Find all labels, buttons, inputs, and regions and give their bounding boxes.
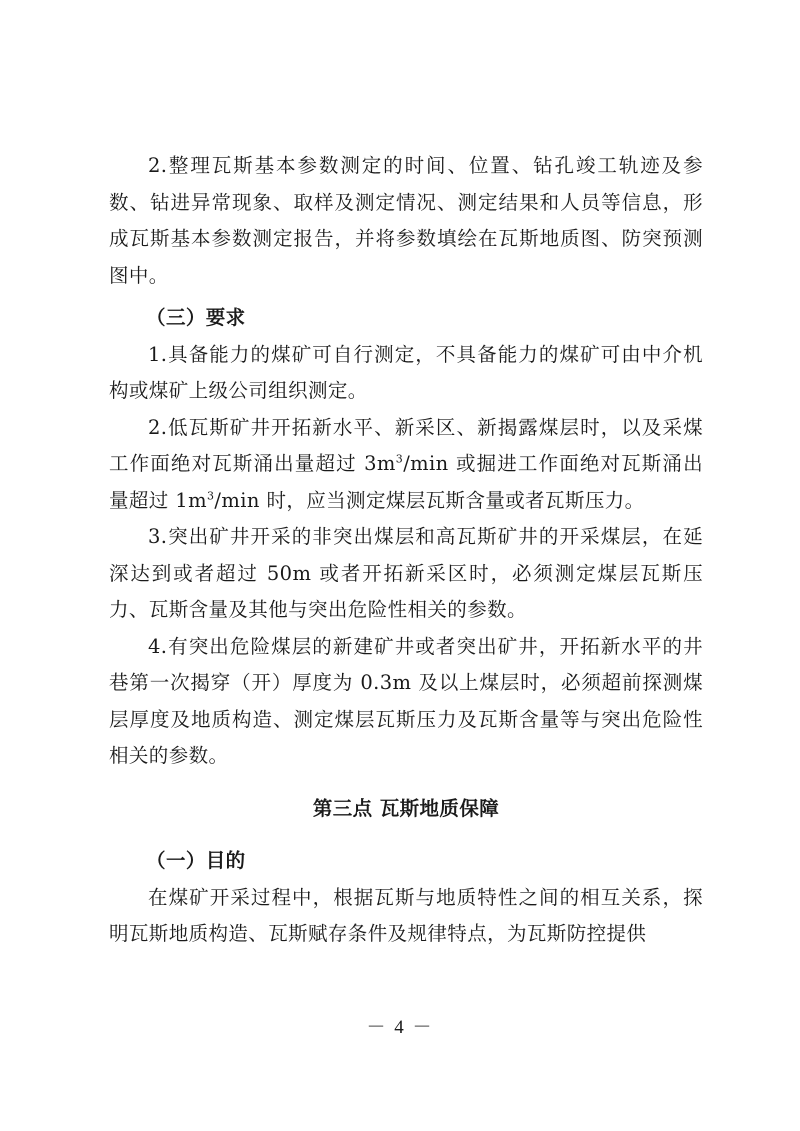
superscript-cubed: 3 xyxy=(395,452,404,466)
paragraph-requirement-2 xyxy=(109,410,703,520)
requirement-2-text-a: 2.低瓦斯矿井开拓新水平、新采区、新揭露煤层时，以及采煤工作面绝对瓦斯涌出量超过 3m xyxy=(109,415,703,475)
paragraph-requirement-1: 1.具备能力的煤矿可自行测定，不具备能力的煤矿可由中介机构或煤矿上级公司组织测定。 xyxy=(109,342,703,402)
paragraph-requirement-3: 3.突出矿井开采的非突出煤层和高瓦斯矿井的开采煤层，在延深达到或者超过 50m 或者开拓新采区时，必须测定煤层瓦斯压力、瓦斯含量及其他与突出危险性相关的参数。 xyxy=(109,525,703,621)
requirement-2-text-b: /min 或掘进工作面绝对瓦斯涌出量超过 1m xyxy=(109,452,703,512)
superscript-cubed: 3 xyxy=(207,489,215,502)
requirement-2-text-c: /min 时，应当测定煤层瓦斯含量或者瓦斯压力。 xyxy=(214,488,645,512)
heading-requirements: （三）要求 xyxy=(146,306,246,329)
paragraph-purpose: 在煤矿开采过程中，根据瓦斯与地质特性之间的相互关系，探明瓦斯地质构造、瓦斯赋存条件及规律特点，为瓦斯防控提供 xyxy=(109,885,703,945)
heading-purpose: （一）目的 xyxy=(146,849,246,872)
page-body xyxy=(109,148,703,953)
page-number: － 4 － xyxy=(366,1017,434,1038)
paragraph-requirement-4: 4.有突出危险煤层的新建矿井或者突出矿井，开拓新水平的井巷第一次揭穿（开）厚度为 0.3m 及以上煤层时，必须超前探测煤层厚度及地质构造、测定煤层瓦斯压力及瓦斯含量等与突出危险性相关的参数。 xyxy=(109,634,703,767)
section-title: 第三点 瓦斯地质保障 xyxy=(312,796,500,820)
paragraph-report-info: 2.整理瓦斯基本参数测定的时间、位置、钻孔竣工轨迹及参数、钻进异常现象、取样及测定情况、测定结果和人员等信息，形成瓦斯基本参数测定报告，并将参数填绘在瓦斯地质图、防突预测图中。 xyxy=(109,154,703,287)
